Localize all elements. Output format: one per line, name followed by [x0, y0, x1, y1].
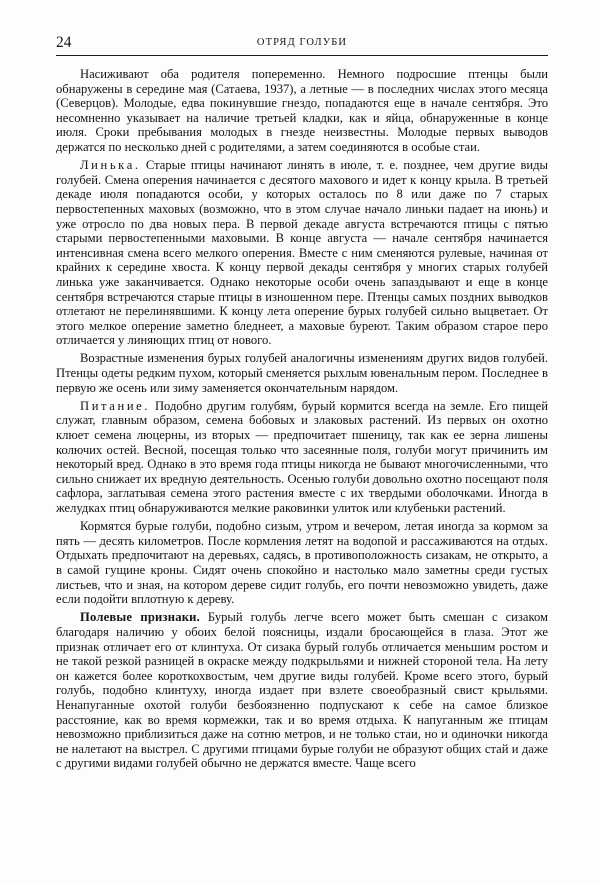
paragraph-text: Насиживают оба родителя попеременно. Немного подросшие птенцы были обнаружены в середине мая (Сатаева, 1937), а летные — в последних числах этого месяца (Северцов). Молодые, едва покинувшие гнездо, попадаются еще в начале сентября. Это несомненно указывает на наличие третьей кладки, как и яйца, обнаруженные в конце июля. Сроки пребывания молодых в гнезде неизвестны. Молодые первых выводов держатся по несколько дней с родителями, а затем соединяются в особые стаи. — [56, 67, 548, 154]
paragraph-feeding-behavior — [56, 519, 548, 607]
running-header — [56, 33, 548, 57]
paragraph-text: Подобно другим голубям, бурый кормится всегда на земле. Его пищей служат, главным образом, семена бобовых и злаковых растений. Из первых он охотно клюет семена люцерны, из вторых — предпочитает пшеницу, так как ее зерна лишены колючих остей. Весной, посещая только что засеянные поля, голуби могут причинить им некоторый вред. Однако в это время года птицы никогда не бывают многочисленными, что сильно снижает их вредную деятельность. Осенью голуби довольно охотно посещают поля сафлора, заглатывая семена этого растения вместе с их твердыми оболочками. Иногда в желудках птиц обнаруживаются мелкие раковинки улиток или клубеньки растений. — [56, 398, 548, 515]
paragraph-molt — [56, 158, 548, 348]
paragraph-age-changes — [56, 351, 548, 395]
paragraph-text: Бурый голубь легче всего может быть смешан с сизаком благодаря наличию у обоих белой поясницы, издали бросающейся в глаза. Этот же признак отличает его от клинтуха. От сизака бурый голубь отличается меньшим ростом и не такой резкой разницей в окраске между подкрыльями и нижней стороной тела. На лету он кажется более короткохвостым, чем другие виды голубей. Кроме всего этого, бурый голубь, подобно клинтуху, иногда издает при взлете своеобразный свист крыльями. Ненапуганные охотой голуби безбоязненно подпускают к себе на самое близкое расстояние, как во время кормежки, так и во время отдыха. К напуганным же птицам невозможно приблизиться даже на сотню метров, и не только стаи, но и одиночки никогда не налетают на выстрел. С другими птицами бурые голуби не образуют общих стай и даже с другими видами голубей обычно не держатся вместе. Чаще всего — [56, 610, 548, 771]
paragraph-nesting — [56, 67, 548, 155]
section-heading-feeding: Питание. — [80, 398, 151, 413]
paragraph-feeding — [56, 399, 548, 516]
section-heading-molt: Линька. — [80, 158, 141, 173]
body-text — [56, 67, 548, 774]
section-heading-field-marks: Полевые признаки. — [80, 610, 200, 625]
paragraph-text: Старые птицы начинают линять в июле, т. е. позднее, чем другие виды голубей. Смена оперения начинается с десятого махового и идет к концу крыла. В третьей декаде июля попадаются особи, у которых осталось по 8 или даже по 7 старых первостепенных маховых (возможно, что в этом случае начало линьки падает на июнь) и уже отросло по два новых пера. В первой декаде августа встречаются птицы с пятью старыми первостепенными маховыми. В конце августа — начале сентября начинается интенсивная смена всего мелкого оперения. Вместе с ним сменяются рулевые, начиная от крайних к середине хвоста. К концу первой декады сентября у многих старых голубей линька уже заканчивается. Однако некоторые особи очень запаздывают и еще в конце сентября встречаются старые птицы в изношенном пере. Птенцы самых поздних выводков отлетают не перелинявшими. К концу лета оперение бурых голубей сильно выцветает. От этого мелкое оперение заметно бледнеет, а маховые буреют. Таким образом старое перо отличается у линяющих птиц от нового. — [56, 158, 548, 348]
header-rule — [56, 55, 548, 56]
paragraph-field-marks — [56, 610, 548, 771]
running-title: ОТРЯД ГОЛУБИ — [256, 37, 348, 48]
paragraph-text: Кормятся бурые голуби, подобно сизым, утром и вечером, летая иногда за кормом за пять — десять километров. После кормления летят на водопой и рассаживаются на отдых. Отдыхать предпочитают на деревьях, садясь, в противоположность сизакам, не открыто, а в самой гущине кроны. Сидят очень спокойно и настолько мало заметны среди густых листьев, что и зная, на котором дереве сидит голубь, его почти невозможно увидеть, даже если подойти вплотную к дереву. — [56, 519, 548, 607]
paragraph-text: Возрастные изменения бурых голубей аналогичны изменениям других видов голубей. Птенцы одеты редким пухом, который сменяется рыхлым ювенальным пером. Последнее в первую же осень или зиму заменяется окончательным нарядом. — [56, 351, 548, 395]
page-number: 24 — [56, 34, 72, 51]
